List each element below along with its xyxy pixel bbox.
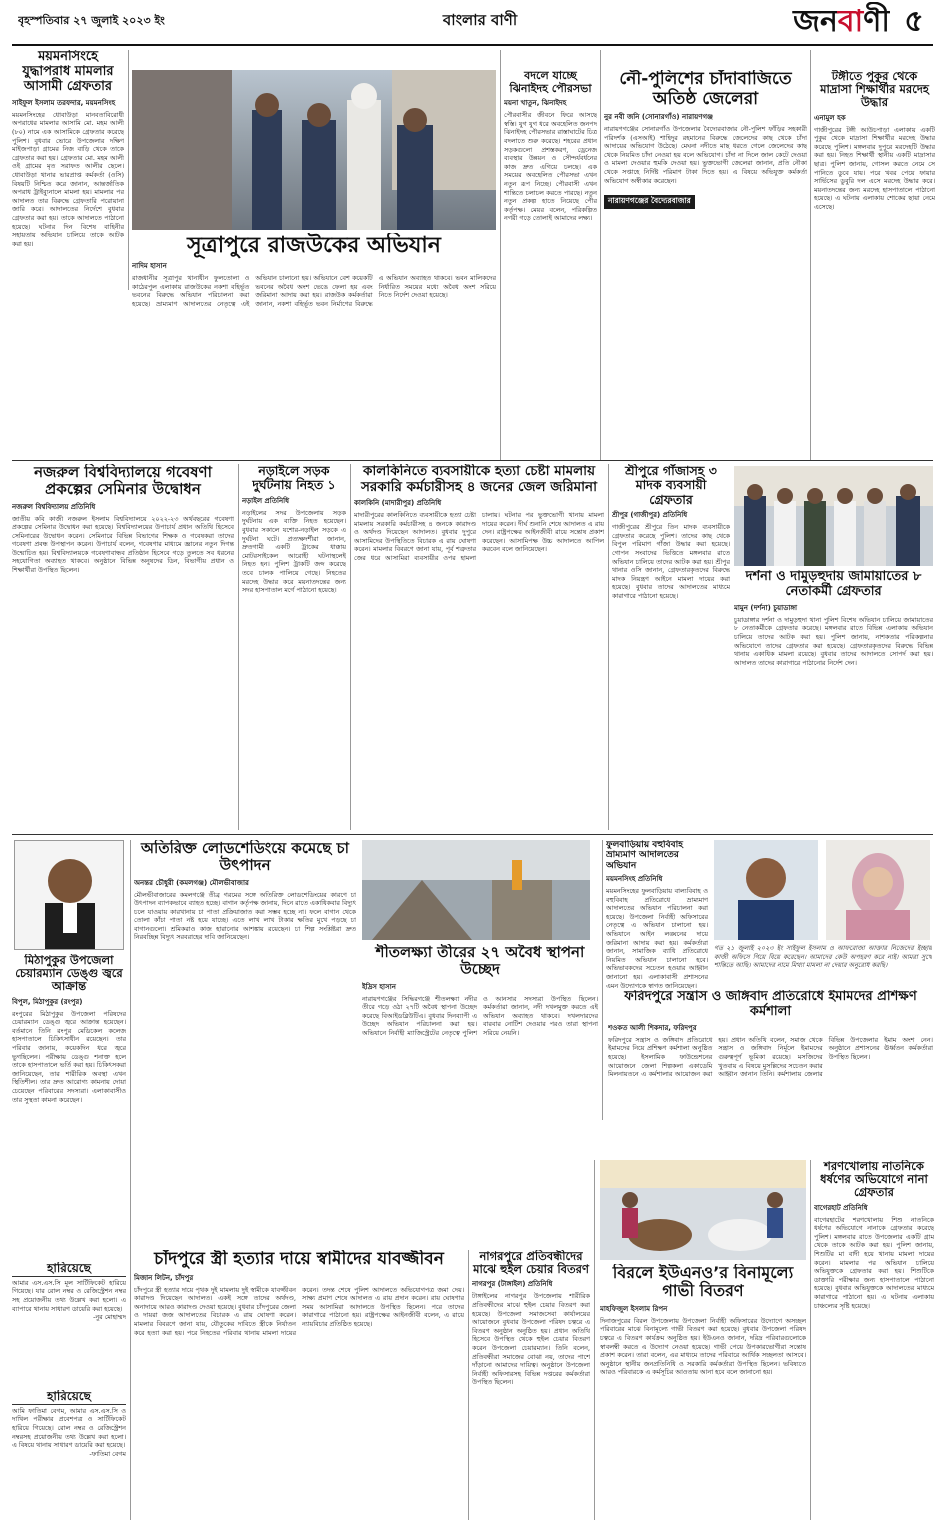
notice-signature: -ফাতিমা বেগম xyxy=(89,1449,126,1458)
column-rule xyxy=(810,1160,811,1520)
column-rule xyxy=(602,840,603,1120)
headline: শরণখোলায় নাতনিকে ধর্ষণের অভিযোগে নানা গ্রেফতার xyxy=(820,1160,928,1200)
article-shitalakshya-eviction xyxy=(362,944,598,1244)
article-body: নারায়ণগঞ্জের সোনারগাঁও উপজেলার বৈদ্যেরবাজার নৌ-পুলিশ ফাঁড়ির সহকারী পরিদর্শক (এসআই) শাহিদুর রহমানের বিরুদ্ধে জেলেদের কাছ থেকে চাঁদা আদায়ের অভিযোগ উঠেছে। মেঘনা নদীতে মাছ ধরতে গেলে জেলেদের কাছ থেকে নিয়মিত চাঁদা নেওয়া হয় বলে অভিযোগ। চাঁদা না দিলে জাল কেটে দেওয়া ও মামলা দেওয়ার হুমকি দেওয়া হয়। ভুক্তভোগী জেলেরা জানান, প্রতি নৌকা থেকে সপ্তাহে নির্দিষ্ট পরিমাণ টাকা দিতে হয়। এ বিষয়ে অভিযুক্ত কর্মকর্তা অভিযোগ অস্বীকার করেছেন। xyxy=(604,125,807,185)
byline: ময়না খাতুন, ঝিনাইদহ xyxy=(504,99,567,108)
lost-notice-1 xyxy=(12,1262,126,1382)
article-kalkini-verdict xyxy=(354,464,604,830)
headline: বিরলে ইউএনও’র বিনামূল্যে গাভী বিতরণ xyxy=(612,1264,794,1301)
article-body: চাঁদপুরে স্ত্রী হত্যার দায়ে পৃথক দুই মামলায় দুই স্বামীকে যাবজ্জীবন কারাদণ্ড দিয়েছেন আদালত। একই সঙ্গে তাদের অর্থদণ্ড, অনাদায়ে আরও কারাদণ্ড দেওয়া হয়েছে। বুধবার চাঁদপুরের জেলা ও দায়রা জজ আদালতের বিচারক এ রায় ঘোষণা করেন। মামলার বিবরণে জানা যায়, যৌতুকের দাবিতে স্ত্রীকে নির্যাতন করে হত্যা করা হয়। পরে নিহতের পরিবার থানায় মামলা দায়ের করেন। তদন্ত শেষে পুলিশ আদালতে অভিযোগপত্র জমা দেয়। সাক্ষ্য প্রমাণ শেষে আদালত এ রায় প্রদান করেন। রায় ঘোষণার সময় আসামিরা আদালতে উপস্থিত ছিলেন। পরে তাদের কারাগারে পাঠানো হয়। রাষ্ট্রপক্ষের আইনজীবী বলেন, এ রায়ে ন্যায়বিচার প্রতিষ্ঠিত হয়েছে। xyxy=(134,1285,464,1337)
article-body: মাদারীপুরের কালকিনিতে ব্যবসায়ীকে হত্যা চেষ্টা মামলায় সরকারি কর্মচারীসহ ৪ জনকে কারাদণ্ড ও অর্থদণ্ড দিয়েছেন আদালত। বুধবার দুপুরে আসামিদের উপস্থিতিতে বিচারক এ রায় ঘোষণা করেন। মামলার বিবরণে জানা যায়, পূর্ব শত্রুতার জের ধরে আসামিরা ব্যবসায়ীর ওপর হামলা চালায়। ঘটনার পর ভুক্তভোগী থানায় মামলা দায়ের করেন। দীর্ঘ শুনানি শেষে আদালত এ রায় দেন। রাষ্ট্রপক্ষের আইনজীবী রায়ে সন্তোষ প্রকাশ করেছেন। আসামিপক্ষ উচ্চ আদালতে আপিল করবেন বলে জানিয়েছেন। xyxy=(354,511,604,562)
cow-distribution-photo xyxy=(600,1160,806,1260)
column-rule xyxy=(594,1160,595,1520)
couple-photo-bride xyxy=(826,840,930,940)
byline: সাইফুল ইসলাম তরফদার, ময়মনসিংহ xyxy=(12,98,116,107)
column-rule xyxy=(238,464,239,830)
headline: নৌ-পুলিশের চাঁদাবাজিতে অতিষ্ঠ জেলেরা xyxy=(619,70,792,109)
article-body: গাজীপুরের শ্রীপুরে তিন মাদক ব্যবসায়ীকে গ্রেফতার করেছে পুলিশ। তাদের কাছ থেকে বিপুল পরিমাণ গাঁজা উদ্ধার করা হয়েছে। গোপন সংবাদের ভিত্তিতে মঙ্গলবার রাতে অভিযান চালিয়ে তাদের আটক করা হয়। শ্রীপুর থানার ওসি জানান, গ্রেফতারকৃতদের বিরুদ্ধে মাদক নিয়ন্ত্রণ আইনে মামলা দায়ের করা হয়েছে। বুধবার তাদের আদালতের মাধ্যমে কারাগারে পাঠানো হয়েছে। xyxy=(612,523,730,600)
column-rule xyxy=(130,840,131,1520)
byline: বিপুল, মিঠাপুকুর (রংপুর) xyxy=(12,997,83,1006)
article-narail-accident xyxy=(242,464,346,830)
byline: শওকত আলী শিকদার, ফরিদপুর xyxy=(608,1023,697,1032)
byline: নজরুল বিশ্ববিদ্যালয় প্রতিনিধি xyxy=(12,502,96,511)
masthead xyxy=(0,0,945,44)
byline: নাগরপুর (টাঙ্গাইল) প্রতিনিধি xyxy=(472,1280,553,1289)
byline: ইদ্রিস হাসান xyxy=(362,982,396,991)
headline: অতিরিক্ত লোডশেডিংয়ে কমেছে চা উৎপাদন xyxy=(141,840,349,875)
article-body: নড়াইলের সদর উপজেলায় সড়ক দুর্ঘটনায় এক ব্যক্তি নিহত হয়েছেন। বুধবার সকালে যশোর-নড়াইল সড়কে এ দুর্ঘটনা ঘটে। প্রত্যক্ষদর্শীরা জানান, দ্রুতগামী একটি ট্রাকের ধাক্কায় মোটরসাইকেল আরোহী ঘটনাস্থলেই নিহত হন। পুলিশ ট্রাকটি জব্দ করেছে তবে চালক পালিয়ে গেছে। নিহতের মরদেহ উদ্ধার করে ময়নাতদন্তের জন্য সদর হাসপাতাল মর্গে পাঠানো হয়েছে। xyxy=(242,508,346,595)
article-body: রংপুরের মিঠাপুকুর উপজেলা পরিষদের চেয়ারম্যান ডেঙ্গু জ্বরে আক্রান্ত হয়েছেন। বর্তমানে তিনি রংপুর মেডিকেল কলেজ হাসপাতালে চিকিৎসাধীন রয়েছেন। তার পরিবার জানায়, কয়েকদিন ধরে জ্বরে ভুগছিলেন। পরীক্ষায় ডেঙ্গু শনাক্ত হলে তাকে হাসপাতালে ভর্তি করা হয়। চিকিৎসকরা জানিয়েছেন, তার শারীরিক অবস্থা এখন স্থিতিশীল। তার দ্রুত আরোগ্য কামনায় দোয়া চেয়েছেন পরিবারের সদস্যরা। এলাকাবাসীও তার সুস্থতা কামনা করেছেন। xyxy=(12,1009,126,1104)
masthead-logo xyxy=(700,2,890,42)
article-body: জাতীয় কবি কাজী নজরুল ইসলাম বিশ্ববিদ্যালয়ে ২০২২-২৩ অর্থবছরের গবেষণা প্রকল্পের সেমিনার উদ্বোধন করা হয়েছে। বিশ্ববিদ্যালয়ের উপাচার্য প্রধান অতিথি হিসেবে সেমিনারের উদ্বোধন করেন। সেমিনারে বিভিন্ন বিভাগের শিক্ষক ও গবেষকরা তাদের গবেষণা প্রবন্ধ উপস্থাপন করেন। উপাচার্য বলেন, গবেষণার মাধ্যমে জ্ঞানের নতুন দিগন্ত উন্মোচিত হয়। বিশ্ববিদ্যালয়কে গবেষণাবান্ধব প্রতিষ্ঠান হিসেবে গড়ে তুলতে সব ধরনের সহযোগিতা অব্যাহত থাকবে। অনুষ্ঠানে বিভিন্ন অনুষদের ডিন, বিভাগীয় প্রধান ও শিক্ষার্থীরা উপস্থিত ছিলেন। xyxy=(12,514,234,575)
article-body: মৌলভীবাজারের কমলগঞ্জে তীব্র গরমের সঙ্গে অতিরিক্ত লোডশেডিংয়ের কারণে চা উৎপাদন ব্যাপকভাবে ব্যাহত হচ্ছে। বাগান কর্তৃপক্ষ জানায়, দিনে রাতে একাধিকবার বিদ্যুৎ চলে যাওয়ায় কারখানায় চা পাতা প্রক্রিয়াজাত করা সম্ভব হচ্ছে না। ফলে বাগান থেকে তোলা কাঁচা পাতা নষ্ট হয়ে যাচ্ছে। এতে লাখ লাখ টাকার ক্ষতির মুখে পড়ছে চা বাগানগুলো। শ্রমিকরাও কাজ হারানোর আশঙ্কায় রয়েছেন। চা শিল্প সংশ্লিষ্টরা দ্রুত নিরবচ্ছিন্ন বিদ্যুৎ সরবরাহের দাবি জানিয়েছেন। xyxy=(134,890,356,942)
logo-part-left: জন xyxy=(793,4,838,39)
byline: অনন্তর চৌধুরী (কমলগঞ্জ) মৌলভীবাজার xyxy=(134,878,249,887)
byline: মিজান লিটন, চাঁদপুর xyxy=(134,1273,194,1282)
byline: নুর নবী জনি (সোনারগাঁও) নারায়ণগঞ্জ xyxy=(604,113,714,122)
marriage-notice-text: গত ২১ জুলাই ২০২৩ ইং সাইফুল ইসলাম ও আফরোজা আক্তার নিজেদের ইচ্ছায় কাজী অফিসে গিয়ে বিয়ে করেছেন। আমাদের কেউ অপহরণ করে নাই। আমরা সুখে শান্তিতে আছি। আমাদের নামে মিথ্যা মামলা না দেয়ার অনুরোধ করছি। xyxy=(714,944,932,970)
article-body: রাজধানীর সূত্রাপুর থানাধীন ফুলতোলা ও কাঠেরপুল এলাকায় রাজউকের নকশা বহির্ভূত ভবনের বিরুদ্ধে অভিযান পরিচালনা করা হয়েছে। ভ্রাম্যমাণ আদালতের নেতৃত্বে এই অভিযান চালানো হয়। অভিযানে বেশ কয়েকটি ভবনের অবৈধ অংশ ভেঙে ফেলা হয় এবং জরিমানা আদায় করা হয়। রাজউক কর্মকর্তারা জানান, নকশা বহির্ভূত ভবন নির্মাণের বিরুদ্ধে এ অভিযান অব্যাহত থাকবে। ভবন মালিকদের নির্ধারিত সময়ের মধ্যে অবৈধ অংশ সরিয়ে নিতে নির্দেশ দেওয়া হয়েছে। xyxy=(132,274,496,309)
eviction-photo xyxy=(362,840,590,940)
headline: দর্শনা ও দামুড়হুদায় জামায়াতের ৮ নেতাকর্মী গ্রেফতার xyxy=(745,570,922,599)
article-body: ময়মনসিংহের ফুলবাড়িয়ায় বাল্যবিবাহ ও বহুবিবাহ প্রতিরোধে ভ্রাম্যমাণ আদালতের অভিযান পরিচালনা করা হয়েছে। উপজেলা নির্বাহী অফিসারের নেতৃত্বে এ অভিযান চালানো হয়। অভিযানে আইন লঙ্ঘনের দায়ে জরিমানা আদায় করা হয়। কর্মকর্তারা জানান, সামাজিক ব্যাধি প্রতিরোধে নিয়মিত অভিযান চালানো হবে। অভিভাবকদের সচেতন হওয়ার আহ্বান জানানো হয়। এলাকাবাসী প্রশাসনের এমন উদ্যোগকে স্বাগত জানিয়েছেন। xyxy=(606,887,708,990)
byline: মামুন (দর্শনা) চুয়াডাঙ্গা xyxy=(734,603,798,612)
headline: মিঠাপুকুর উপজেলা চেয়ারম্যান ডেঙ্গু জ্বরে আক্রান্ত xyxy=(15,954,123,994)
article-tea-production xyxy=(134,840,356,1280)
article-body: ময়মনসিংহের ধোবাউড়া মানবতাবিরোধী অপরাধের মামলার আসামি মো. মহম আলী (৮০) নামে এক আসামিকে গ্রেফতার করেছে পুলিশ। বুধবার ভোরে উপজেলার দক্ষিণ মাইজপাড়া গ্রামের নিজ বাড়ি থেকে তাকে গ্রেফতার করা হয়। গ্রেফতার মো. মহম আলী ওই গ্রামের মৃত সরাফত আলীর ছেলে। ধোবাউড়া থানার ভারপ্রাপ্ত কর্মকর্তা (ওসি) বিষয়টি নিশ্চিত করে জানান, আন্তর্জাতিক অপরাধ ট্রাইব্যুনালে মামলা হয়। মামলার পর আদালত তার বিরুদ্ধে গ্রেফতারি পরোয়ানা জারি করে। আদালতের নির্দেশে বুধবার গ্রেফতার করা হয়। তাকে আদালতে পাঠানো হয়েছে। ঘটনার দিন বিশেষ বাহিনীর সহায়তায় অভিযান চালিয়ে তাকে আটক করা হয়। xyxy=(12,110,124,248)
article-body: গাজীপুরের টঙ্গী আউচপাড়া এলাকায় একটি পুকুর থেকে মাদ্রাসা শিক্ষার্থীর মরদেহ উদ্ধার করেছে পুলিশ। মঙ্গলবার দুপুরে মরদেহটি উদ্ধার করা হয়। নিহত শিক্ষার্থী স্থানীয় একটি মাদ্রাসার ছাত্র। পুলিশ জানায়, গোসল করতে নেমে সে পানিতে ডুবে যায়। পরে খবর পেয়ে ফায়ার সার্ভিসের ডুবুরি দল এসে মরদেহ উদ্ধার করে। ময়নাতদন্তের জন্য মরদেহ হাসপাতালে পাঠানো হয়েছে। এ ঘটনায় এলাকায় শোকের ছায়া নেমে এসেছে। xyxy=(814,125,935,211)
article-sreepur-drugs xyxy=(612,464,730,830)
article-nazrul-university xyxy=(12,464,234,830)
headline: ফরিদপুরে সন্ত্রাস ও জঙ্গিবাদ প্রতিরোধে ইমামদের প্রশিক্ষণ কর্মশালা xyxy=(624,990,917,1019)
headline: বদলে যাচ্ছে ঝিনাইদহ পৌরসভা xyxy=(509,70,592,95)
masthead-date: বৃহস্পতিবার ২৭ জুলাই ২০২৩ ইং xyxy=(18,14,165,27)
article-sharankhola-arrest xyxy=(814,1160,934,1522)
column-rule xyxy=(468,1250,469,1520)
headline: ময়মনসিংহে যুদ্ধাপরাধ মামলার আসামী গ্রেফতার xyxy=(22,50,114,94)
article-nagarpur-wheelchair xyxy=(472,1250,590,1522)
notice-signature: -নুর মোহাম্মদ xyxy=(93,1313,126,1322)
article-darshana-arrest xyxy=(734,570,933,830)
section-rule xyxy=(12,834,933,835)
headline: নজরুল বিশ্ববিদ্যালয়ে গবেষণা প্রকল্পের সেমিনার উদ্বোধন xyxy=(34,464,212,499)
article-body: ফরিদপুরে সন্ত্রাস ও জঙ্গিবাদ প্রতিরোধে ইমামদের নিয়ে প্রশিক্ষণ কর্মশালা অনুষ্ঠিত হয়েছে। ইসলামিক ফাউন্ডেশনের আয়োজনে জেলা শিল্পকলা একাডেমি মিলনায়তনে এ কর্মশালার আয়োজন করা হয়। প্রধান অতিথি বলেন, সমাজ থেকে সন্ত্রাস ও জঙ্গিবাদ নির্মূলে ইমামদের গুরুত্বপূর্ণ ভূমিকা রয়েছে। মসজিদের খুতবায় এ বিষয়ে মুসল্লিদের সচেতন করার আহ্বান জানান তিনি। কর্মশালায় জেলার বিভিন্ন উপজেলার ইমাম অংশ নেন। অনুষ্ঠানে প্রশাসনের ঊর্ধ্বতন কর্মকর্তারা উপস্থিত ছিলেন। xyxy=(608,1035,933,1079)
chairman-portrait xyxy=(14,840,124,950)
masthead-rule xyxy=(12,44,933,46)
column-rule xyxy=(128,50,129,290)
article-mymensingh-war-crime xyxy=(12,50,124,455)
logo-part-mid: ব xyxy=(837,4,864,39)
page-number: ৫ xyxy=(904,4,924,39)
article-body: বাগেরহাটের শরণখোলায় শিশু নাতনিকে ধর্ষণের অভিযোগে নানাকে গ্রেফতার করেছে পুলিশ। মঙ্গলবার রাতে উপজেলার একটি গ্রাম থেকে তাকে আটক করা হয়। পুলিশ জানায়, শিশুটির মা বাদী হয়ে থানায় মামলা দায়ের করেন। মামলার পর অভিযান চালিয়ে অভিযুক্তকে গ্রেফতার করা হয়। শিশুটিকে ডাক্তারি পরীক্ষার জন্য হাসপাতালে পাঠানো হয়েছে। বুধবার অভিযুক্তকে আদালতের মাধ্যমে কারাগারে পাঠানো হয়। এ ঘটনায় এলাকায় চাঞ্চল্যের সৃষ্টি হয়েছে। xyxy=(814,1215,934,1310)
headline: সূত্রাপুরে রাজউকের অভিযান xyxy=(187,233,441,258)
article-body: পৌরবাসীর জীবনে ফিরে আসছে স্বস্তি। যুগ যুগ ধরে অবহেলিত জনপদ ঝিনাইদহ পৌরসভার রাস্তাঘাটের চিত্র বদলাতে শুরু করেছে। শহরের প্রধান সড়কগুলো প্রশস্তকরণ, ড্রেনেজ ব্যবস্থার উন্নয়ন ও সৌন্দর্যবর্ধনের কাজ দ্রুত এগিয়ে চলছে। এক সময়ের অবহেলিত পৌরসভা এখন নতুন রূপ নিচ্ছে। পৌরবাসী এখন শান্তিতে চলাচল করতে পারছে। নতুন নতুন প্রকল্প হাতে নিয়েছে পৌর কর্তৃপক্ষ। মেয়র বলেন, পরিকল্পিত নগরী গড়ে তোলাই আমাদের লক্ষ্য। xyxy=(504,111,597,223)
column-rule xyxy=(810,50,811,460)
headline: শীতলক্ষ্যা তীরের ২৭ অবৈধ স্থাপনা উচ্ছেদ xyxy=(375,944,585,979)
masthead-section: বাংলার বাণী xyxy=(442,11,518,29)
marriage-notice xyxy=(714,944,932,984)
byline: এনামুল হক xyxy=(814,113,846,122)
arrest-photo xyxy=(734,466,933,566)
byline: শ্রীপুর (গাজীপুর) প্রতিনিধি xyxy=(612,511,688,520)
article-body: চুয়াডাঙ্গার দর্শনা ও দামুড়হুদা থানা পুলিশ বিশেষ অভিযান চালিয়ে জামায়াতের ৮ নেতাকর্মীকে গ্রেফতার করেছে। মঙ্গলবার রাতে বিভিন্ন এলাকায় অভিযান চালিয়ে তাদের আটক করা হয়। পুলিশ জানায়, নাশকতার পরিকল্পনার অভিযোগে তাদের গ্রেফতার করা হয়েছে। গ্রেফতারকৃতদের বিরুদ্ধে বিভিন্ন থানায় একাধিক মামলা রয়েছে। বুধবার তাদের আদালতে সোপর্দ করা হয়। আদালত তাদের কারাগারে পাঠানোর নির্দেশ দেন। xyxy=(734,615,933,667)
logo-part-right: াণী xyxy=(863,4,890,39)
lost-notice-2 xyxy=(12,1390,126,1520)
column-rule xyxy=(600,50,601,460)
article-biral-cow xyxy=(600,1264,806,1522)
headline: টঙ্গীতে পুকুর থেকে মাদ্রাসা শিক্ষার্থীর মরদেহ উদ্ধার xyxy=(820,70,929,110)
byline: কালকিনি (মাদারীপুর) প্রতিনিধি xyxy=(354,499,442,508)
headline: কালকিনিতে ব্যবসায়ীকে হত্যা চেষ্টা মামলায় সরকারি কর্মচারীসহ ৪ জনের জেল জরিমানা xyxy=(360,464,598,495)
byline: নড়াইল প্রতিনিধি xyxy=(242,496,290,505)
notice-body: আমার এস.এস.সি মূল সার্টিফিকেট হারিয়ে গিয়েছে। যার রোল নম্বর ও রেজিস্ট্রেশন নম্বর সহ প্রয়োজনীয় তথ্য উল্লেখ করা হলো। এ ব্যাপারে থানায় সাধারণ ডায়েরি করা হয়েছে। xyxy=(12,1278,126,1313)
article-tongi-pond xyxy=(814,70,935,455)
byline: ময়মনসিংহ প্রতিনিধি xyxy=(606,875,663,884)
headline: ফুলবাড়িয়ায় বহুবিবাহ ভ্রাম্যমাণ আদালতের অভিযান xyxy=(606,840,683,871)
headline: নড়াইলে সড়ক দুর্ঘটনায় নিহত ১ xyxy=(252,464,336,493)
article-jhenaidah-municipality xyxy=(504,70,597,455)
article-body: টাঙ্গাইলের নাগরপুর উপজেলায় শারীরিক প্রতিবন্ধীদের মাঝে হুইল চেয়ার বিতরণ করা হয়েছে। উপজেলা সমাজসেবা কার্যালয়ের আয়োজনে বুধবার উপজেলা পরিষদ চত্বরে এ বিতরণ অনুষ্ঠান অনুষ্ঠিত হয়। প্রধান অতিথি হিসেবে উপস্থিত থেকে হুইল চেয়ার বিতরণ করেন উপজেলা চেয়ারম্যান। তিনি বলেন, প্রতিবন্ধীরা সমাজের বোঝা নয়, তাদের পাশে দাঁড়ানো আমাদের দায়িত্ব। অনুষ্ঠানে উপজেলা নির্বাহী অফিসারসহ বিভিন্ন দপ্তরের কর্মকর্তারা উপস্থিত ছিলেন। xyxy=(472,1292,590,1387)
couple-photo-groom xyxy=(714,840,818,940)
article-body: দিনাজপুরের বিরল উপজেলায় উপজেলা নির্বাহী অফিসারের উদ্যোগে অসচ্ছল পরিবারের মাঝে বিনামূল্যে গাভী বিতরণ করা হয়েছে। বুধবার উপজেলা পরিষদ চত্বরে এ বিতরণ কার্যক্রম অনুষ্ঠিত হয়। ইউএনও জানান, দরিদ্র পরিবারগুলোকে স্বাবলম্বী করতে এ উদ্যোগ নেওয়া হয়েছে। গাভী পেয়ে উপকারভোগীরা সন্তোষ প্রকাশ করেন। তারা বলেন, এর মাধ্যমে তাদের পরিবারে আর্থিক সচ্ছলতা আসবে। অনুষ্ঠানে স্থানীয় জনপ্রতিনিধি ও সরকারি কর্মকর্তারা উপস্থিত ছিলেন। ভবিষ্যতে আরও পরিবারকে এ কর্মসূচির আওতায় আনা হবে বলে জানানো হয়। xyxy=(600,1316,806,1377)
article-river-police-extortion xyxy=(604,70,807,455)
raid-photo xyxy=(132,70,496,230)
byline: বাগেরহাট প্রতিনিধি xyxy=(814,1203,868,1212)
article-sutrapur-rajuk xyxy=(132,233,496,455)
notice-heading: হারিয়েছে xyxy=(12,1390,126,1405)
headline: নাগরপুরে প্রতিবন্ধীদের মাঝে হুইল চেয়ার বিতরণ xyxy=(473,1250,589,1277)
section-tag: নারায়ণগঞ্জের বৈদ্যেরবাজার xyxy=(604,195,695,209)
byline: মাহফিজুল ইসলাম রিপন xyxy=(600,1304,668,1313)
article-faridpur-imam xyxy=(608,990,933,1150)
column-rule xyxy=(350,464,351,830)
byline: নাদিম হাসান xyxy=(132,262,167,271)
article-chandpur-verdict xyxy=(134,1250,464,1522)
article-mithapukur-chairman xyxy=(12,954,126,1254)
notice-body: আমি ফাতিমা বেগম, আমার এস.এস.সি ও দাখিল পরীক্ষার প্রবেশপত্র ও সার্টিফিকেট হারিয়ে গিয়েছে। রোল নম্বর ও রেজিস্ট্রেশন নম্বরসহ প্রয়োজনীয় তথ্য উল্লেখ করা হলো। এ বিষয়ে থানায় সাধারণ ডায়েরি করা হয়েছে। xyxy=(12,1406,126,1450)
notice-heading: হারিয়েছে xyxy=(12,1262,126,1277)
column-rule xyxy=(500,50,501,460)
section-rule xyxy=(12,460,933,461)
article-body: নারায়ণগঞ্জের সিদ্ধিরগঞ্জে শীতলক্ষ্যা নদীর তীরে গড়ে ওঠা ২৭টি অবৈধ স্থাপনা উচ্ছেদ করেছে বিআইডব্লিউটিএ। বুধবার দিনব্যাপী এ উচ্ছেদ অভিযান পরিচালনা করা হয়। অভিযানে নির্বাহী ম্যাজিস্ট্রেটের নেতৃত্বে পুলিশ ও আনসার সদস্যরা উপস্থিত ছিলেন। কর্মকর্তারা জানান, নদী দখলমুক্ত করতে এই অভিযান অব্যাহত থাকবে। দখলদারদের বারবার নোটিশ দেওয়ার পরও তারা স্থাপনা সরিয়ে নেয়নি। xyxy=(362,994,598,1037)
headline: শ্রীপুরে গাঁজাসহ ৩ মাদক ব্যবসায়ী গ্রেফতার xyxy=(625,464,717,507)
column-rule xyxy=(608,464,609,830)
headline: চাঁদপুরে স্ত্রী হত্যার দায়ে স্বামীদের যাবজ্জীবন xyxy=(154,1250,444,1269)
